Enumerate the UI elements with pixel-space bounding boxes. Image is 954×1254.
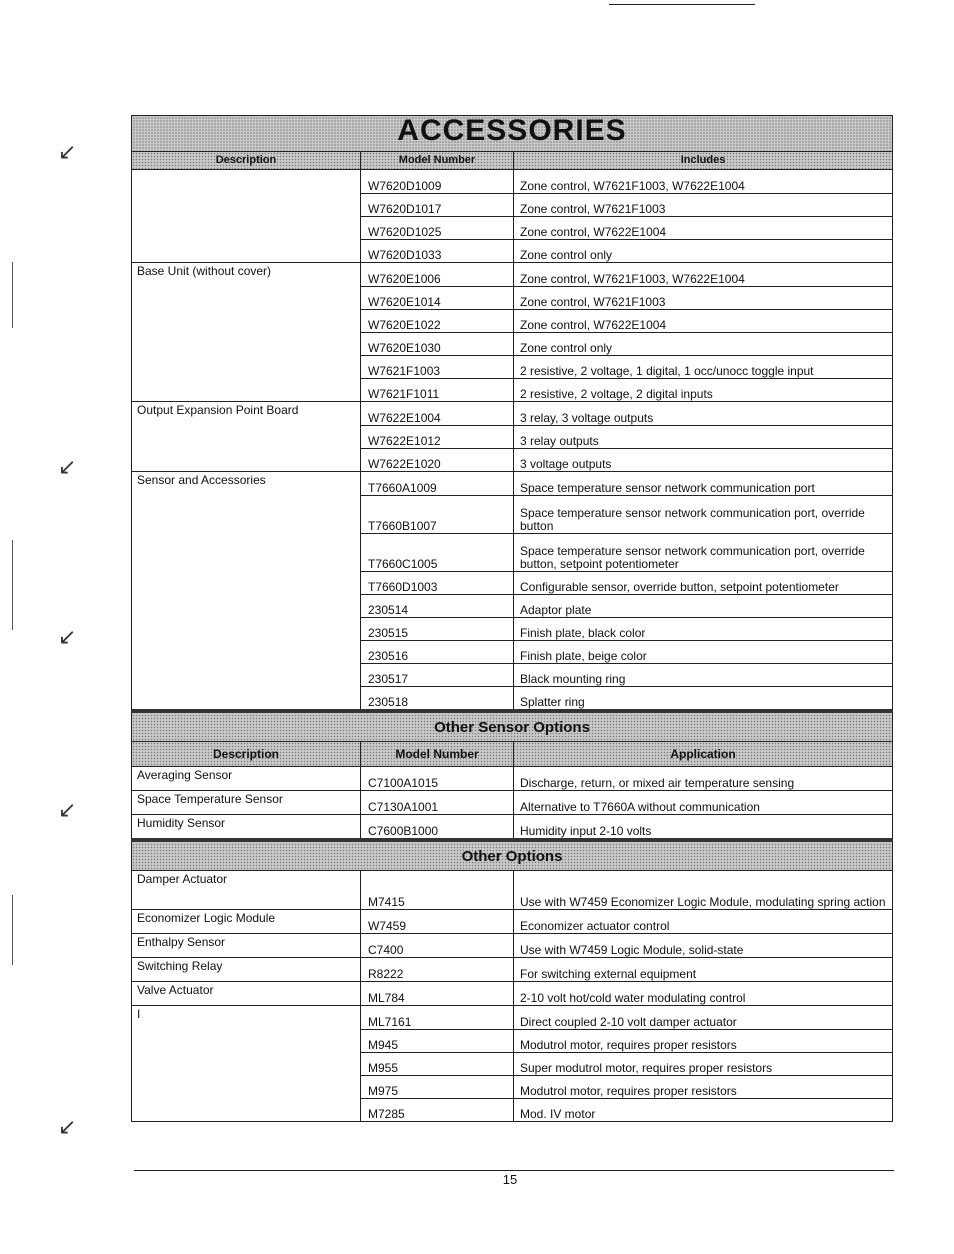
description-cell xyxy=(132,286,361,309)
details-cell: Adaptor plate xyxy=(514,594,893,617)
model-number-cell: C7100A1015 xyxy=(361,767,514,791)
details-cell: Super modutrol motor, requires proper resistors xyxy=(514,1052,893,1075)
margin-mark: ↙ xyxy=(58,1115,77,1140)
other-options-title: Other Options xyxy=(132,840,893,871)
description-cell xyxy=(132,495,361,533)
details-cell: Zone control, W7622E1004 xyxy=(514,309,893,332)
other-sensor-options-title-row xyxy=(132,711,893,742)
details-cell: Zone control only xyxy=(514,332,893,355)
table-row xyxy=(132,216,893,239)
table-row xyxy=(132,1006,893,1030)
table-row xyxy=(132,263,893,287)
table-row xyxy=(132,982,893,1006)
details-cell: Modutrol motor, requires proper resistors xyxy=(514,1075,893,1098)
accessories-title-cell xyxy=(132,116,893,152)
details-cell: Zone control, W7621F1003, W7622E1004 xyxy=(514,170,893,194)
model-number-cell: M7285 xyxy=(361,1098,514,1122)
table-row xyxy=(132,170,893,194)
table-row xyxy=(132,193,893,216)
top-rule xyxy=(609,4,755,5)
details-cell: Mod. IV motor xyxy=(514,1098,893,1122)
model-number-cell: T7660D1003 xyxy=(361,571,514,594)
table-row xyxy=(132,402,893,426)
table-row xyxy=(132,1075,893,1098)
table-row xyxy=(132,332,893,355)
description-cell: Economizer Logic Module xyxy=(132,910,361,934)
page-title: ACCESSORIES xyxy=(397,114,627,147)
details-cell: 3 relay outputs xyxy=(514,425,893,448)
details-cell: Zone control, W7621F1003 xyxy=(514,193,893,216)
other-options-title-row xyxy=(132,840,893,871)
table-row xyxy=(132,1029,893,1052)
details-cell: Zone control only xyxy=(514,239,893,263)
model-number-cell: M975 xyxy=(361,1075,514,1098)
table-row xyxy=(132,640,893,663)
page-number: 15 xyxy=(502,1172,518,1187)
description-cell: Output Expansion Point Board xyxy=(137,403,299,417)
footer-rule xyxy=(134,1170,894,1171)
accessories-header-row xyxy=(132,152,893,170)
table-row xyxy=(132,594,893,617)
table-row xyxy=(132,791,893,815)
model-number-cell: T7660B1007 xyxy=(361,495,514,533)
table-row xyxy=(132,425,893,448)
table-row xyxy=(132,309,893,332)
table-row xyxy=(132,815,893,841)
model-number-cell: ML7161 xyxy=(361,1006,514,1030)
accessories-title-row xyxy=(132,116,893,152)
details-cell: Finish plate, beige color xyxy=(514,640,893,663)
model-number-cell: 230517 xyxy=(361,663,514,686)
description-cell: Averaging Sensor xyxy=(132,767,361,791)
description-cell xyxy=(132,663,361,686)
description-cell xyxy=(132,309,361,332)
model-number-cell: 230516 xyxy=(361,640,514,663)
model-number-cell: W7620E1022 xyxy=(361,309,514,332)
details-cell: Humidity input 2-10 volts xyxy=(514,815,893,841)
description-cell: Valve Actuator xyxy=(132,982,361,1006)
model-number-cell: W7622E1004 xyxy=(361,402,514,426)
details-cell: Black mounting ring xyxy=(514,663,893,686)
model-number-cell: W7622E1020 xyxy=(361,448,514,472)
details-cell: Discharge, return, or mixed air temperature sensing xyxy=(514,767,893,791)
description-cell: Enthalpy Sensor xyxy=(132,934,361,958)
details-cell: Alternative to T7660A without communication xyxy=(514,791,893,815)
table-row xyxy=(132,663,893,686)
details-cell: Zone control, W7622E1004 xyxy=(514,216,893,239)
margin-rule xyxy=(12,540,13,630)
model-number-cell: C7600B1000 xyxy=(361,815,514,841)
description-cell xyxy=(132,193,361,216)
details-cell: Splatter ring xyxy=(514,686,893,711)
model-number-cell: W7620E1030 xyxy=(361,332,514,355)
table-row xyxy=(132,239,893,263)
model-number-cell: W7620D1033 xyxy=(361,239,514,263)
details-cell: Finish plate, black color xyxy=(514,617,893,640)
model-number-cell: W7621F1003 xyxy=(361,355,514,378)
details-cell: Space temperature sensor network communication port, override button xyxy=(514,495,893,533)
description-cell xyxy=(132,1052,361,1075)
model-number-cell: C7130A1001 xyxy=(361,791,514,815)
description-cell xyxy=(132,448,361,472)
model-number-cell: W7620D1025 xyxy=(361,216,514,239)
details-cell: Zone control, W7621F1003, W7622E1004 xyxy=(514,263,893,287)
description-cell xyxy=(132,1029,361,1052)
other-sensor-options-header-row xyxy=(132,742,893,767)
column-header-description: Description xyxy=(132,152,361,170)
details-cell: 3 relay, 3 voltage outputs xyxy=(514,402,893,426)
margin-rule xyxy=(12,262,13,328)
table-row xyxy=(132,617,893,640)
model-number-cell: W7620D1017 xyxy=(361,193,514,216)
table-body xyxy=(132,116,893,1122)
model-number-cell: M945 xyxy=(361,1029,514,1052)
table-row xyxy=(132,355,893,378)
margin-mark: ↙ xyxy=(58,798,77,823)
table-row xyxy=(132,958,893,982)
details-cell: For switching external equipment xyxy=(514,958,893,982)
model-number-cell: T7660C1005 xyxy=(361,533,514,571)
model-number-cell: W7622E1012 xyxy=(361,425,514,448)
details-cell: 2 resistive, 2 voltage, 1 digital, 1 occ/unocc toggle input xyxy=(514,355,893,378)
description-cell xyxy=(132,239,361,263)
column-header-model-number: Model Number xyxy=(361,152,514,170)
margin-mark: ↙ xyxy=(58,140,77,165)
model-number-cell: 230515 xyxy=(361,617,514,640)
column-header-includes: Includes xyxy=(514,152,893,170)
model-number-cell: W7459 xyxy=(361,910,514,934)
other-sensor-options-title: Other Sensor Options xyxy=(132,711,893,742)
description-cell xyxy=(132,640,361,663)
description-cell xyxy=(132,355,361,378)
column-header-model-number: Model Number xyxy=(361,742,514,767)
description-cell: Space Temperature Sensor xyxy=(132,791,361,815)
description-cell xyxy=(132,594,361,617)
table-row xyxy=(132,910,893,934)
description-cell xyxy=(132,617,361,640)
details-cell: Zone control, W7621F1003 xyxy=(514,286,893,309)
column-header-application: Application xyxy=(514,742,893,767)
model-number-cell: M7415 xyxy=(361,871,514,910)
table-row xyxy=(132,767,893,791)
description-cell xyxy=(132,686,361,711)
description-cell: Sensor and Accessories xyxy=(137,473,266,487)
margin-mark: ↙ xyxy=(58,455,77,480)
description-cell xyxy=(132,332,361,355)
model-number-cell: 230518 xyxy=(361,686,514,711)
model-number-cell: C7400 xyxy=(361,934,514,958)
table-row xyxy=(132,533,893,571)
table-row xyxy=(132,378,893,402)
model-number-cell: ML784 xyxy=(361,982,514,1006)
description-cell: I xyxy=(137,1007,141,1021)
model-number-cell: W7620D1009 xyxy=(361,170,514,194)
table-row xyxy=(132,472,893,496)
description-cell xyxy=(132,533,361,571)
description-cell xyxy=(132,425,361,448)
details-cell: Configurable sensor, override button, setpoint potentiometer xyxy=(514,571,893,594)
details-cell: Use with W7459 Logic Module, solid-state xyxy=(514,934,893,958)
details-cell: Space temperature sensor network communication port, override button, setpoint potentiometer xyxy=(514,533,893,571)
table-row xyxy=(132,495,893,533)
description-cell xyxy=(132,1075,361,1098)
description-cell: Base Unit (without cover) xyxy=(137,264,272,278)
table-row xyxy=(132,934,893,958)
details-cell: Space temperature sensor network communication port xyxy=(514,472,893,496)
table-row xyxy=(132,686,893,711)
details-cell: Direct coupled 2-10 volt damper actuator xyxy=(514,1006,893,1030)
model-number-cell: R8222 xyxy=(361,958,514,982)
model-number-cell: 230514 xyxy=(361,594,514,617)
table-row xyxy=(132,448,893,472)
details-cell: 2-10 volt hot/cold water modulating control xyxy=(514,982,893,1006)
model-number-cell: W7620E1014 xyxy=(361,286,514,309)
model-number-cell: W7620E1006 xyxy=(361,263,514,287)
details-cell: Modutrol motor, requires proper resistors xyxy=(514,1029,893,1052)
table-row xyxy=(132,871,893,910)
accessories-table xyxy=(131,115,892,1122)
table-row xyxy=(132,1098,893,1122)
description-cell xyxy=(132,571,361,594)
table-row xyxy=(132,286,893,309)
details-cell: 2 resistive, 2 voltage, 2 digital inputs xyxy=(514,378,893,402)
description-cell: Switching Relay xyxy=(132,958,361,982)
column-header-description: Description xyxy=(132,742,361,767)
model-number-cell: W7621F1011 xyxy=(361,378,514,402)
details-cell: 3 voltage outputs xyxy=(514,448,893,472)
description-cell xyxy=(132,1098,361,1122)
description-cell: Damper Actuator xyxy=(132,871,361,910)
description-cell: Humidity Sensor xyxy=(132,815,361,841)
table-row xyxy=(132,1052,893,1075)
margin-rule xyxy=(12,895,13,965)
details-cell: Economizer actuator control xyxy=(514,910,893,934)
description-cell xyxy=(132,378,361,402)
model-number-cell: M955 xyxy=(361,1052,514,1075)
description-cell xyxy=(132,216,361,239)
description-cell xyxy=(132,170,361,194)
details-cell: Use with W7459 Economizer Logic Module, modulating spring action xyxy=(514,871,893,910)
table-row xyxy=(132,571,893,594)
model-number-cell: T7660A1009 xyxy=(361,472,514,496)
margin-mark: ↙ xyxy=(58,625,77,650)
